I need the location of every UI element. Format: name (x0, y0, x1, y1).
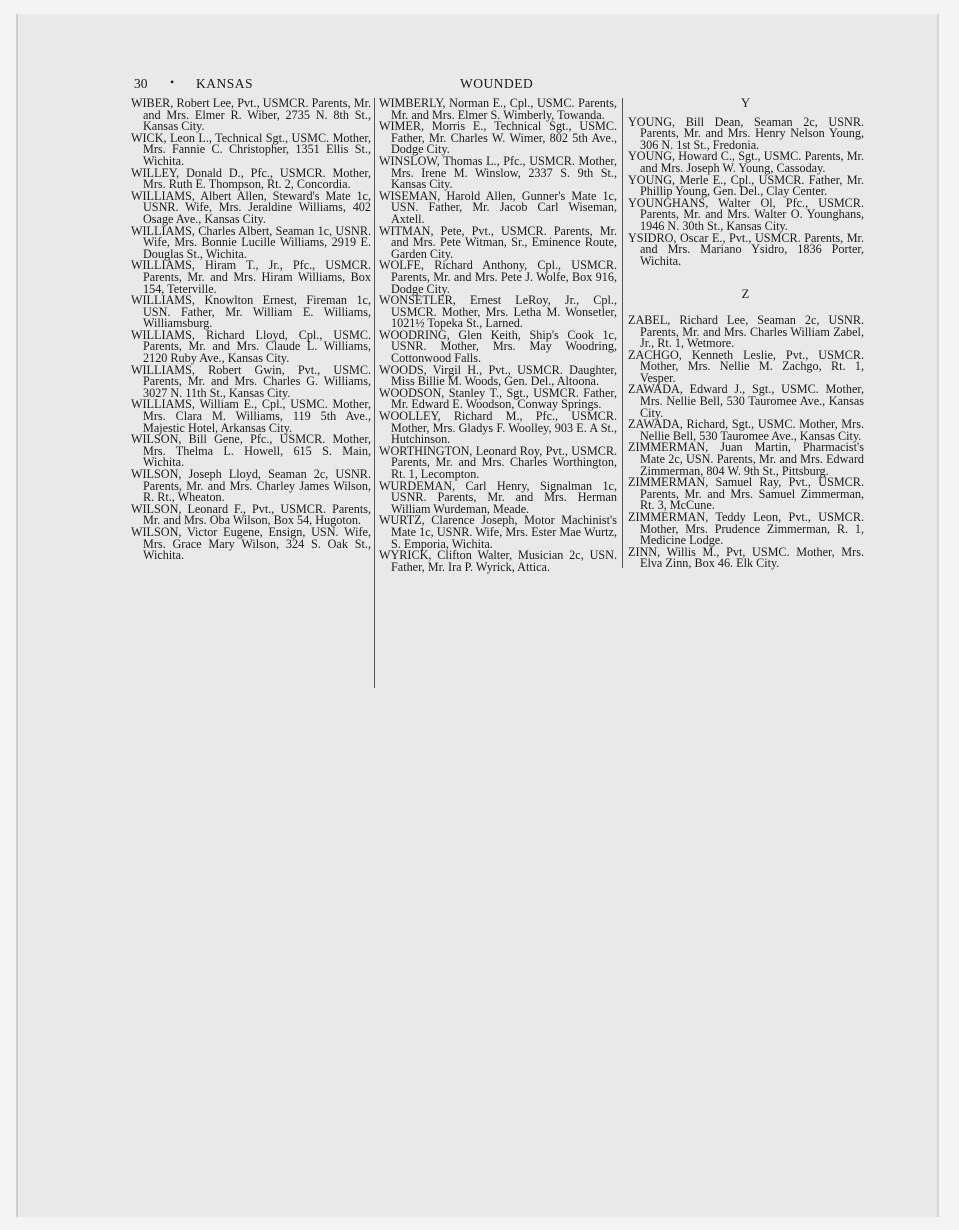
list-item: WILSON, Bill Gene, Pfc., USMCR. Mother, Mrs. Thelma L. Howell, 615 S. Main, Wichita. (131, 432, 371, 470)
column-2 (379, 98, 617, 573)
list-item: ZABEL, Richard Lee, Seaman 2c, USNR. Parents, Mr. and Mrs. Charles William Zabel, Jr., Rt. 1, Wetmore. (628, 312, 864, 351)
list-item: WIMBERLY, Norman E., Cpl., USMC. Parents, Mr. and Mrs. Elmer S. Wimberly, Towanda. (379, 96, 617, 122)
list-item: WILSON, Joseph Lloyd, Seaman 2c, USNR. Parents, Mr. and Mrs. Charley James Wilson, R. Rt., Wheaton. (131, 467, 371, 505)
list-item: ZIMMERMAN, Teddy Leon, Pvt., USMCR. Mother, Mrs. Prudence Zimmerman, R. 1, Medicine Lodge. (628, 510, 864, 548)
list-item: WILLIAMS, Hiram T., Jr., Pfc., USMCR. Parents, Mr. and Mrs. Hiram Williams, Box 154, Teterville. (131, 258, 371, 296)
list-item: YOUNG, Howard C., Sgt., USMC. Parents, Mr. and Mrs. Joseph W. Young, Cassoday. (628, 149, 864, 175)
list-item: WILLIAMS, Charles Albert, Seaman 1c, USNR. Wife, Mrs. Bonnie Lucille Williams, 2919 E. Douglas St., Wichita. (131, 223, 371, 261)
list-item: WOODS, Virgil H., Pvt., USMCR. Daughter, Miss Billie M. Woods, Gen. Del., Altoona. (379, 362, 617, 389)
column-divider-1 (374, 98, 375, 688)
section-title: WOUNDED (460, 76, 534, 91)
list-item: WURDEMAN, Carl Henry, Signalman 1c, USNR. Parents, Mr. and Mrs. Herman William Wurdeman, Meade. (379, 478, 617, 516)
list-item: WILLIAMS, Robert Gwin, Pvt., USMC. Parents, Mr. and Mrs. Charles G. Williams, 3027 N. 11th St., Kansas City. (131, 362, 371, 400)
list-item: WOODRING, Glen Keith, Ship's Cook 1c, USNR. Mother, Mrs. May Woodring, Cottonwood Falls. (379, 327, 617, 366)
list-item: WILLIAMS, Knowlton Ernest, Fireman 1c, USN. Father, Mr. William E. Williams, Williamsburg. (131, 293, 371, 331)
list-item: WURTZ, Clarence Joseph, Motor Machinist's Mate 1c, USNR. Wife, Mrs. Ester Mae Wurtz, S. Emporia, Wichita. (379, 513, 617, 551)
list-item: WILLEY, Donald D., Pfc., USMCR. Mother, Mrs. Ruth E. Thompson, Rt. 2, Concordia. (131, 165, 371, 192)
page-number: 30 (134, 76, 148, 91)
list-item: YSIDRO, Oscar E., Pvt., USMCR. Parents, Mr. and Mrs. Mariano Ysidro, 1836 Porter, Wichita. (628, 230, 864, 268)
list-item: WIBER, Robert Lee, Pvt., USMCR. Parents, Mr. and Mrs. Elmer R. Wiber, 2735 N. 8th St., Kansas City. (131, 96, 371, 134)
list-item: WICK, Leon L., Technical Sgt., USMC. Mother, Mrs. Fannie C. Christopher, 1351 Ellis St., Wichita. (131, 130, 371, 168)
list-item: WILLIAMS, Albert Allen, Steward's Mate 1c, USNR. Wife, Mrs. Jeraldine Williams, 402 Osage Ave., Kansas City. (131, 188, 371, 226)
list-item: ZAWADA, Richard, Sgt., USMC. Mother, Mrs. Nellie Bell, 530 Tauromee Ave., Kansas City. (628, 417, 864, 443)
list-item: ZACHGO, Kenneth Leslie, Pvt., USMCR. Mother, Mrs. Nellie M. Zachgo, Rt. 1, Vesper. (628, 347, 864, 385)
list-item: WILLIAMS, Richard Lloyd, Cpl., USMC. Parents, Mr. and Mrs. Claude L. Williams, 2120 Ruby Ave., Kansas City. (131, 327, 371, 366)
list-item: YOUNG, Merle E., Cpl., USMCR. Father, Mr. Phillip Young, Gen. Del., Clay Center. (628, 172, 864, 199)
list-item: WILSON, Leonard F., Pvt., USMCR. Parents, Mr. and Mrs. Oba Wilson, Box 54, Hugoton. (131, 501, 371, 528)
list-item: WYRICK, Clifton Walter, Musician 2c, USN. Father, Mr. Ira P. Wyrick, Attica. (379, 548, 617, 574)
list-item: ZINN, Willis M., Pvt, USMC. Mother, Mrs. Elva Zinn, Box 46. Elk City. (628, 544, 864, 571)
section-letter-y: Y (740, 96, 752, 110)
list-item: WITMAN, Pete, Pvt., USMCR. Parents, Mr. and Mrs. Pete Witman, Sr., Eminence Route, Garden City. (379, 223, 617, 261)
section-letter-z: Z (741, 287, 751, 302)
list-item: ZAWADA, Edward J., Sgt., USMC. Mother, Mrs. Nellie Bell, 530 Tauromee Ave., Kansas City. (628, 382, 864, 420)
list-item: WOLFE, Richard Anthony, Cpl., USMCR. Parents, Mr. and Mrs. Pete J. Wolfe, Box 916, Dodge City. (379, 258, 617, 296)
list-item: WILLIAMS, William E., Cpl., USMC. Mother, Mrs. Clara M. Williams, 119 5th Ave., Majestic Hotel, Arkansas City. (131, 397, 371, 435)
header-bullet: • (170, 75, 175, 89)
list-item: WOODSON, Stanley T., Sgt., USMCR. Father, Mr. Edward E. Woodson, Conway Springs. (379, 385, 617, 412)
list-item: WONSETLER, Ernest LeRoy, Jr., Cpl., USMCR. Mother, Mrs. Letha M. Wonsetler, 1021½ Topeka St., Larned. (379, 293, 617, 331)
list-item: WINSLOW, Thomas L., Pfc., USMCR. Mother, Mrs. Irene M. Winslow, 2337 S. 9th St., Kansas City. (379, 153, 617, 192)
column-divider-2 (622, 98, 623, 568)
list-item: WOOLLEY, Richard M., Pfc., USMCR. Mother, Mrs. Gladys F. Woolley, 903 E. A St., Hutchinson. (379, 409, 617, 447)
list-item: YOUNGHANS, Walter Ol, Pfc., USMCR. Parents, Mr. and Mrs. Walter O. Younghans, 1946 N. 30th St., Kansas City. (628, 195, 864, 233)
list-item: YOUNG, Bill Dean, Seaman 2c, USNR. Parents, Mr. and Mrs. Henry Nelson Young, 306 N. 1st St., Fredonia. (628, 114, 864, 152)
list-item: WORTHINGTON, Leonard Roy, Pvt., USMCR. Parents, Mr. and Mrs. Charles Worthington, Rt. 1, Lecompton. (379, 443, 617, 481)
page-header (134, 76, 864, 94)
state-name: KANSAS (196, 76, 254, 91)
list-item: WIMER, Morris E., Technical Sgt., USMC. Father, Mr. Charles W. Wimer, 802 5th Ave., Dodge City. (379, 119, 617, 157)
list-item: ZIMMERMAN, Juan Martin, Pharmacist's Mate 2c, USN. Parents, Mr. and Mrs. Edward Zimmerman, 804 W. 9th St., Pittsburg. (628, 440, 864, 478)
column-1 (131, 98, 371, 562)
list-item: ZIMMERMAN, Samuel Ray, Pvt., USMCR. Parents, Mr. and Mrs. Samuel Zimmerman, Rt. 3, McCune. (628, 475, 864, 513)
list-item: WISEMAN, Harold Allen, Gunner's Mate 1c, USN. Father, Mr. Jacob Carl Wiseman, Axtell. (379, 188, 617, 226)
column-3 (628, 98, 864, 570)
list-item: WILSON, Victor Eugene, Ensign, USN. Wife, Mrs. Grace Mary Wilson, 324 S. Oak St., Wichita. (131, 524, 371, 563)
